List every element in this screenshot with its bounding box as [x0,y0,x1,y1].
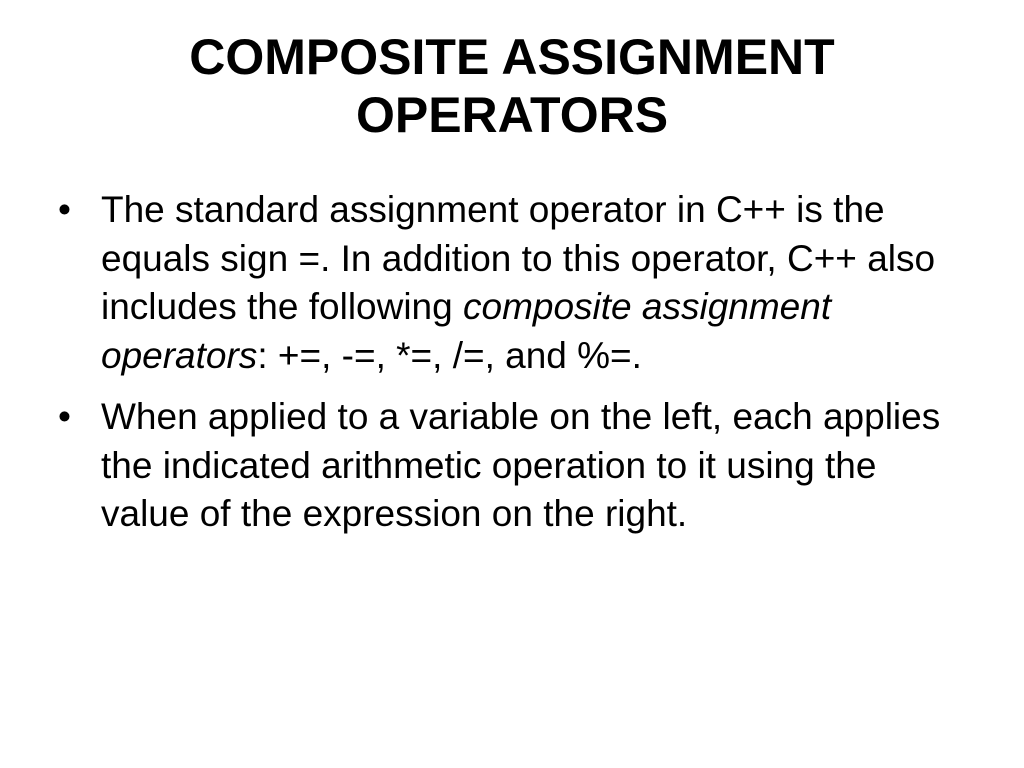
bullet-dot-icon: • [58,189,71,230]
bullet-item-composite-operators [58,186,958,380]
bullet-item-applied-to-variable [58,393,958,539]
bullet-text-part: The standard assignment operator in C++ is the equals sign =. In addition to this operator, C++ also includes the following [101,189,936,327]
bullet-list [58,186,958,552]
bullet-text-part: When applied to a variable on the left, each applies the indicated arithmetic operation to it using the value of the expression on the right. [101,396,941,534]
title-line-2: OPERATORS [355,87,669,143]
slide-title [40,28,984,144]
title-line-1: COMPOSITE ASSIGNMENT [189,29,835,85]
bullet-text-emphasis: composite assignment operators [101,286,832,376]
bullet-text-part: : +=, -=, *=, /=, and %=. [257,334,642,376]
bullet-dot-icon: • [58,396,71,437]
